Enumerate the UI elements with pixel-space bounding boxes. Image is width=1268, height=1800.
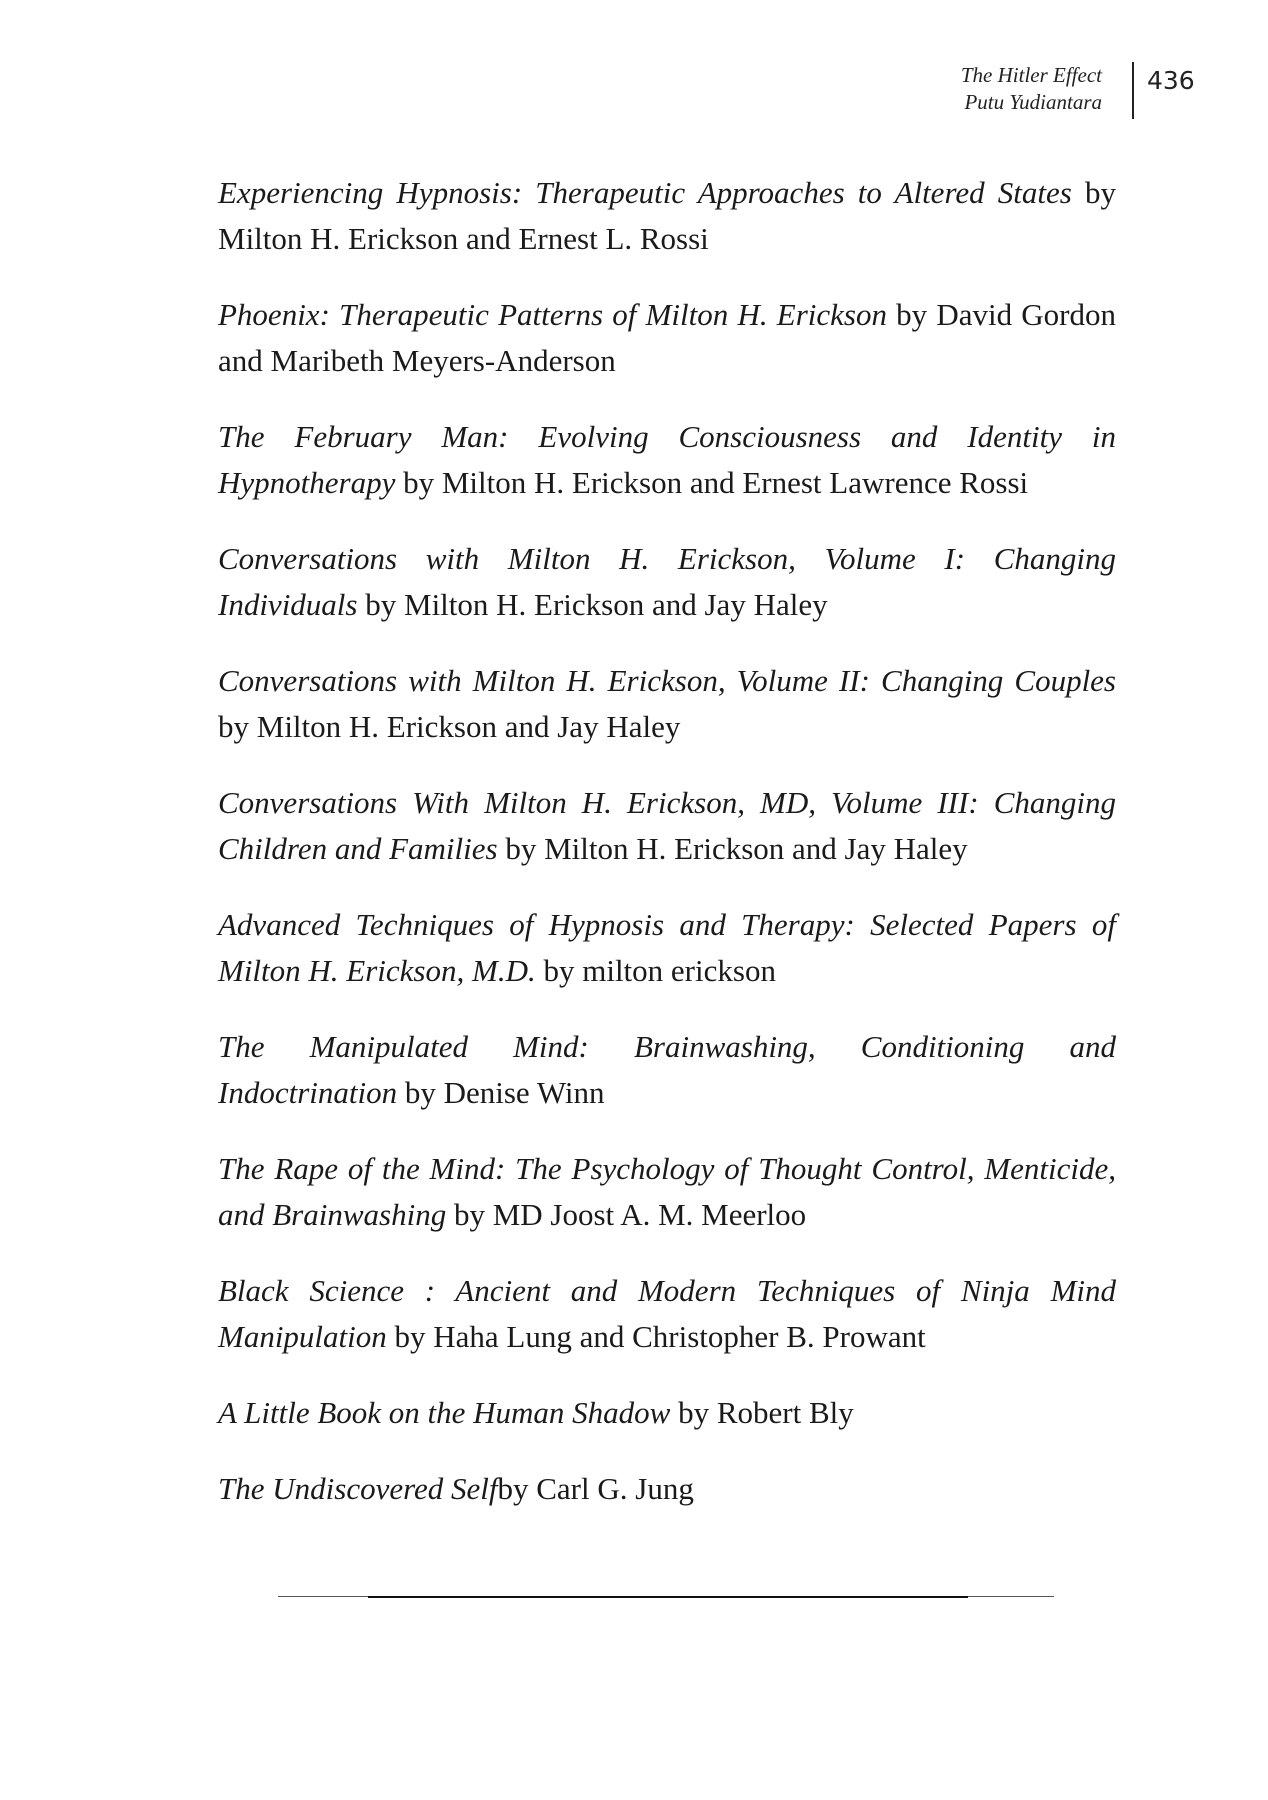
reference-list [218,170,1116,1542]
reference-entry [218,1466,1116,1512]
running-head [961,62,1118,116]
reference-author: by Carl G. Jung [497,1471,694,1506]
reference-title: The Manipulated Mind: Brainwashing, Conditioning and Indoctrination [218,1029,1116,1110]
reference-author: by David Gordon and Maribeth Meyers-Anderson [218,297,1116,378]
reference-entry [218,902,1116,994]
reference-entry [218,170,1116,262]
book-title: The Hitler Effect [960,63,1102,87]
reference-title: A Little Book on the Human Shadow [218,1395,671,1430]
reference-title: Experiencing Hypnosis: Therapeutic Approaches to Altered States [218,175,1072,210]
reference-entry [218,1024,1116,1116]
reference-author: by Haha Lung and Christopher B. Prowant [386,1319,926,1354]
reference-entry [218,780,1116,872]
reference-entry [218,1146,1116,1238]
reference-title: Conversations with Milton H. Erickson, Volume I: Changing Individuals [218,541,1116,622]
reference-author: by Milton H. Erickson and Jay Haley [497,831,968,866]
reference-entry [218,1268,1116,1360]
reference-title: Conversations with Milton H. Erickson, Volume II: Changing Couples [218,663,1116,698]
reference-author: by MD Joost A. M. Meerloo [446,1197,807,1232]
reference-title: Conversations With Milton H. Erickson, MD, Volume III: Changing Children and Families [218,785,1116,866]
reference-entry [218,292,1116,384]
reference-entry [218,1390,1116,1436]
reference-title: The Undiscovered Self [218,1471,498,1506]
reference-author: by milton erickson [535,953,776,988]
reference-author: by Robert Bly [670,1395,854,1430]
reference-author: by Milton H. Erickson and Ernest L. Rossi [218,175,1116,256]
reference-entry [218,414,1116,506]
reference-author: by Milton H. Erickson and Ernest Lawrence Rossi [395,465,1029,500]
reference-title: The February Man: Evolving Consciousness and Identity in Hypnotherapy [218,419,1116,500]
reference-title: The Rape of the Mind: The Psychology of Thought Control, Menticide, and Brainwashing [218,1151,1116,1232]
page-number: 436 [1147,66,1195,95]
header-divider [1132,62,1134,119]
reference-author: by Denise Winn [397,1075,605,1110]
reference-title: Advanced Techniques of Hypnosis and Therapy: Selected Papers of Milton H. Erickson, M.D. [218,907,1116,988]
reference-title: Black Science : Ancient and Modern Techniques of Ninja Mind Manipulation [218,1273,1116,1354]
reference-entry [218,658,1116,750]
reference-author: by Milton H. Erickson and Jay Haley [357,587,828,622]
reference-title: Phoenix: Therapeutic Patterns of Milton H. Erickson [218,297,887,332]
author-name: Putu Yudiantara [964,90,1102,114]
footer-rule-bold [368,1596,968,1598]
reference-author: by Milton H. Erickson and Jay Haley [218,709,681,744]
reference-entry [218,536,1116,628]
